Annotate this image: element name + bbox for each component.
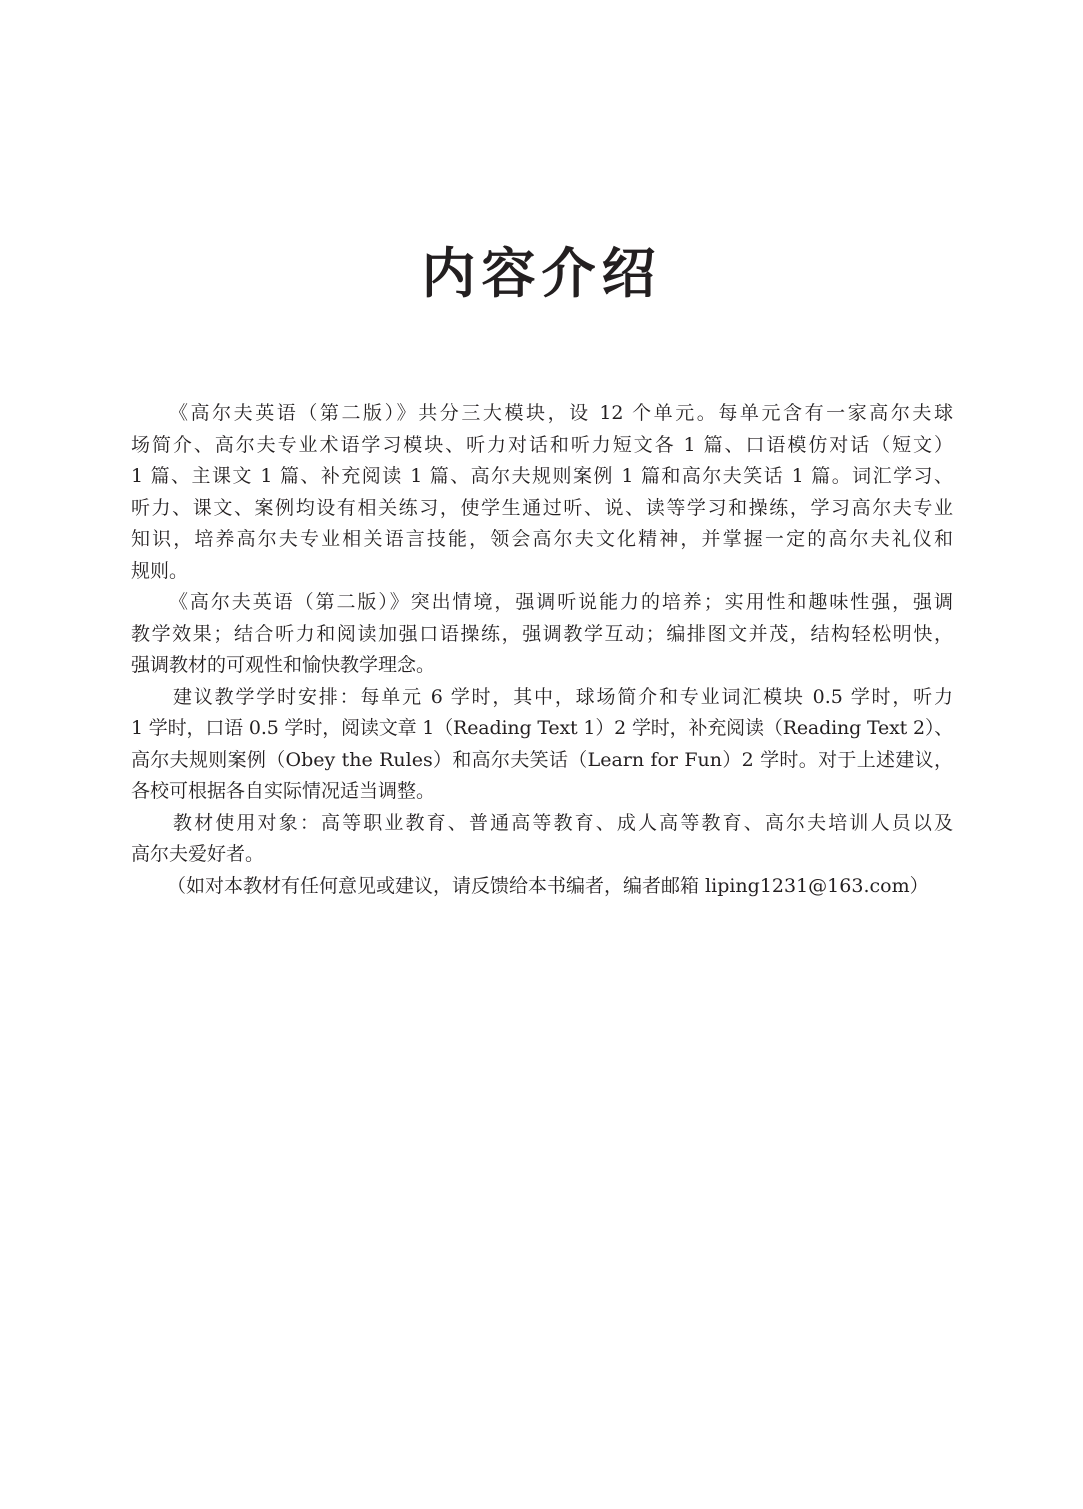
paragraph-line: 高尔夫爱好者。 [131,843,265,865]
paragraph-line: 《高尔夫英语（第二版）》突出情境，强调听说能力的培养；实用性和趣味性强，强调 [169,591,953,613]
paragraph-schedule [131,682,953,808]
paragraph-line: 1 学时，口语 0.5 学时，阅读文章 1（Reading Text 1）2 学时，补充阅读（Reading Text 2）、 [131,717,954,739]
paragraph-contact [131,871,953,903]
page-title: 内容介绍 [421,242,662,305]
paragraph-overview [131,398,953,587]
paragraph-line: 教学效果；结合听力和阅读加强口语操练，强调教学互动；编排图文并茂，结构轻松明快， [131,622,953,645]
paragraph-line: 1 篇、主课文 1 篇、补充阅读 1 篇、高尔夫规则案例 1 篇和高尔夫笑话 1 篇。词汇学习、 [131,465,953,487]
paragraph-line: 各校可根据各自实际情况适当调整。 [131,780,436,802]
body-text [131,398,953,902]
paragraph-audience [131,808,953,871]
paragraph-line: 知识，培养高尔夫专业相关语言技能，领会高尔夫文化精神，并掌握一定的高尔夫礼仪和 [131,528,953,550]
paragraph-features [131,587,953,682]
paragraph-line: 听力、课文、案例均设有相关练习，使学生通过听、说、读等学习和操练，学习高尔夫专业 [131,496,953,519]
paragraph-line: 场简介、高尔夫专业术语学习模块、听力对话和听力短文各 1 篇、口语模仿对话（短文） [131,433,953,456]
paragraph-line: 规则。 [131,559,189,582]
paragraph-line: 教材使用对象：高等职业教育、普通高等教育、成人高等教育、高尔夫培训人员以及 [173,811,953,834]
paragraph-line: 强调教材的可观性和愉快教学理念。 [131,654,436,676]
paragraph-line: 《高尔夫英语（第二版）》共分三大模块，设 12 个单元。每单元含有一家高尔夫球 [169,402,953,424]
paragraph-line-contact: （如对本教材有任何意见或建议，请反馈给本书编者，编者邮箱 liping1231@163.com） [167,874,929,897]
paragraph-line: 高尔夫规则案例（Obey the Rules）和高尔夫笑话（Learn for Fun）2 学时。对于上述建议， [131,748,953,771]
paragraph-line: 建议教学学时安排：每单元 6 学时，其中，球场简介和专业词汇模块 0.5 学时，听力 [173,685,953,708]
